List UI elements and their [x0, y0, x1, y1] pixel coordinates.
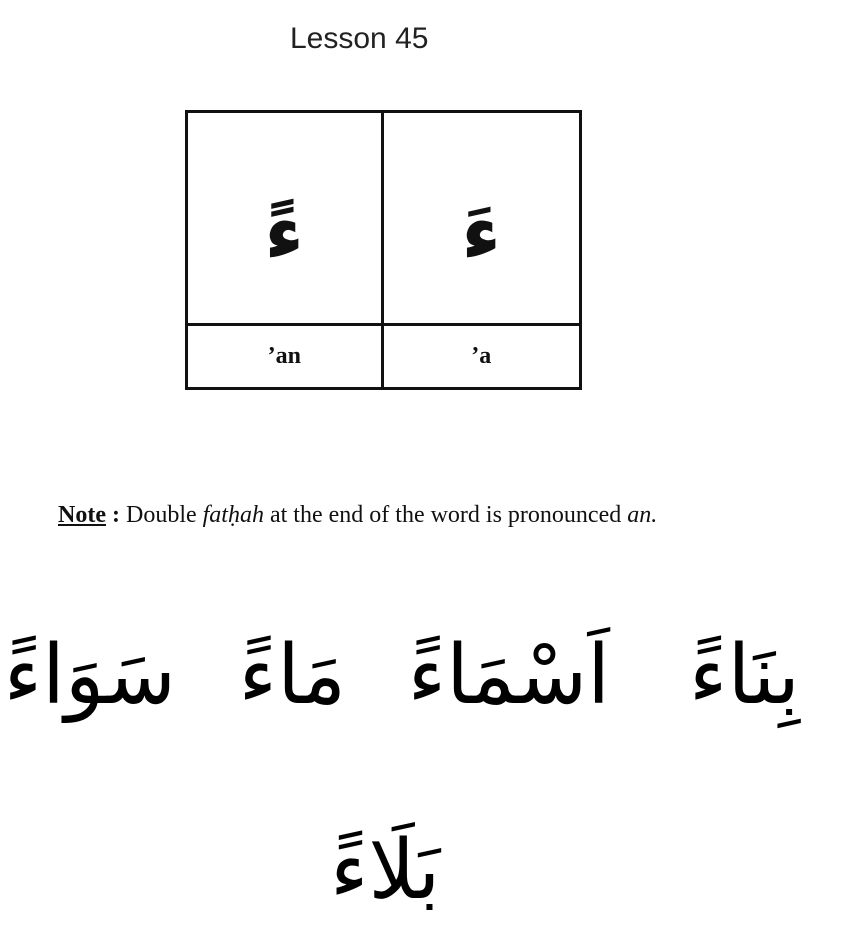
- note-text-before: Double: [119, 502, 203, 528]
- transliteration-an: ’an: [267, 343, 301, 369]
- lesson-title: Lesson 45: [290, 22, 429, 55]
- hamza-fatha-letter: ءَ: [461, 188, 502, 278]
- hamza-double-fatha-letter: ءً: [264, 188, 305, 278]
- letter-cell-tanween: [188, 113, 384, 326]
- note-term: fatḥah: [202, 502, 264, 528]
- note-sound: an.: [627, 502, 658, 528]
- note-text-middle: at the end of the word is pronounced: [263, 502, 628, 528]
- arabic-word: سَوَاءً: [3, 628, 176, 723]
- letter-table: [185, 110, 582, 390]
- translit-cell-an: [188, 326, 384, 387]
- arabic-word: بِنَاءً: [688, 628, 800, 723]
- note-paragraph: [58, 502, 657, 529]
- note-colon: :: [105, 502, 120, 528]
- transliteration-a: ’a: [471, 343, 492, 369]
- arabic-word: بَلَاءً: [330, 823, 441, 918]
- arabic-word: مَاءً: [238, 628, 346, 723]
- arabic-word: اَسْمَاءً: [407, 628, 610, 723]
- note-label: Note: [58, 502, 106, 528]
- letter-cell-fatha: [384, 113, 580, 326]
- translit-cell-a: [384, 326, 580, 387]
